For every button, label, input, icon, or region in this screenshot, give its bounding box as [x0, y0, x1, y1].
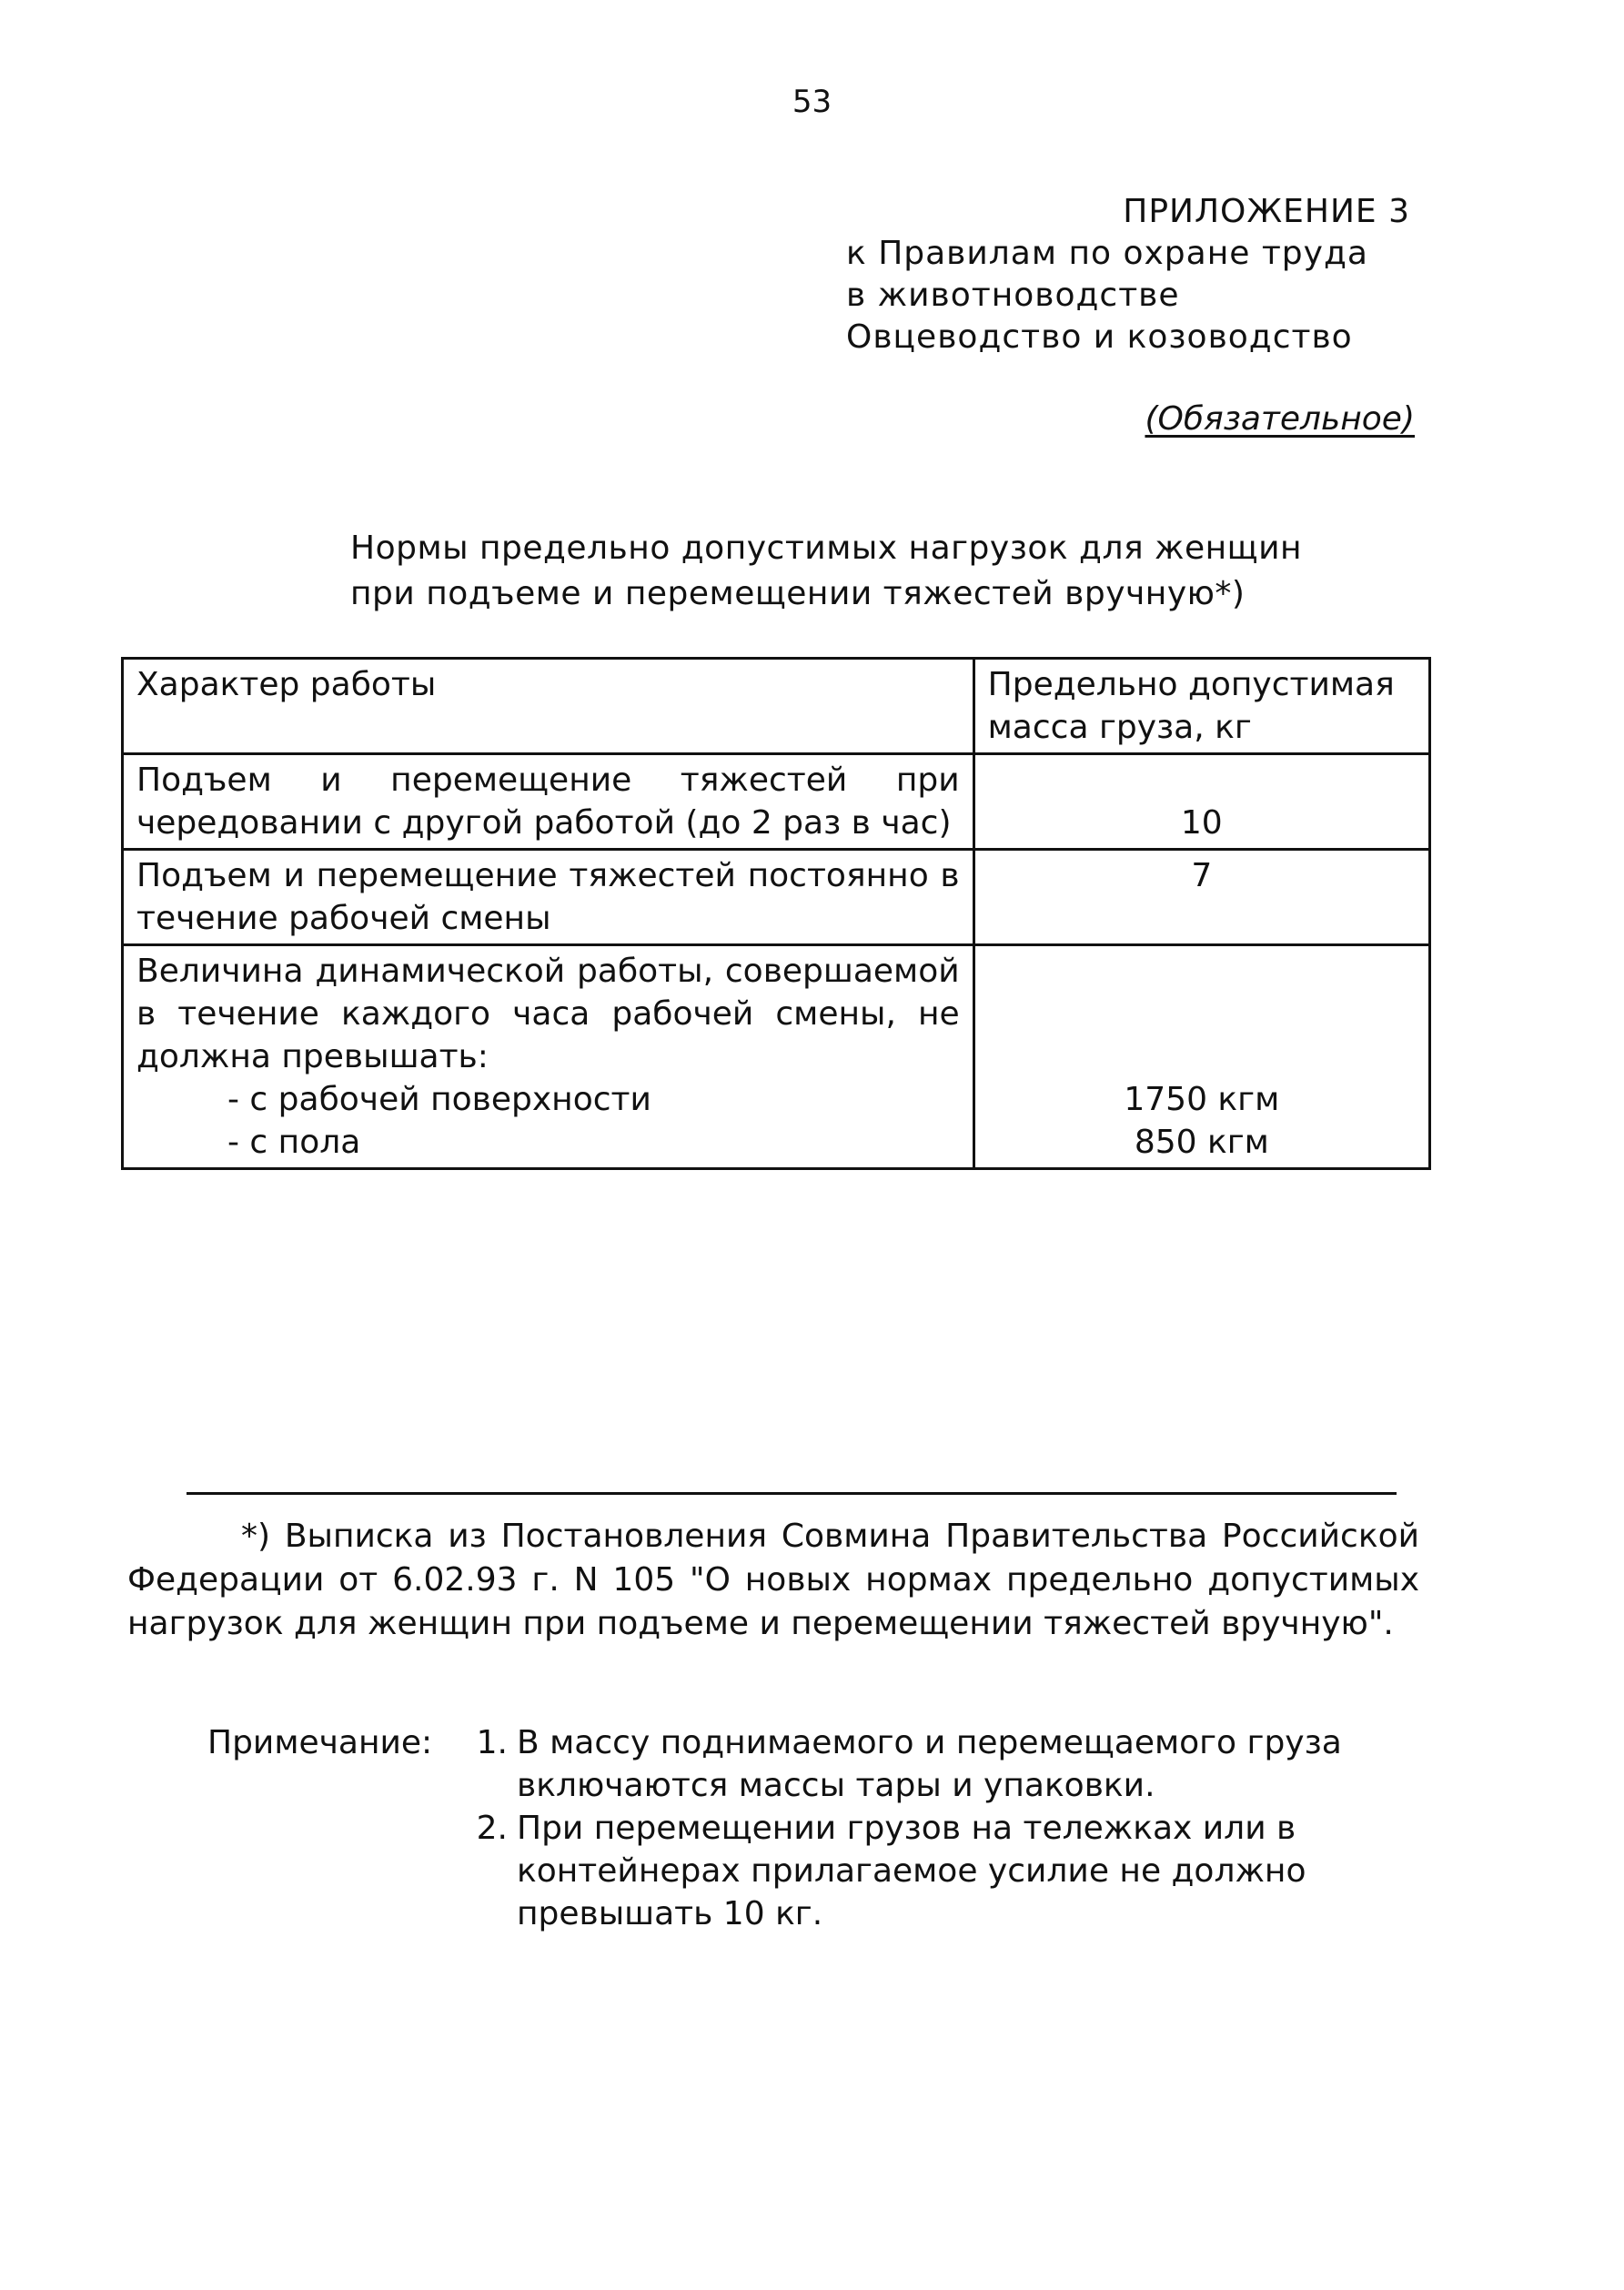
table-row-dynamic [123, 945, 1430, 1169]
dynamic-intro: Величина динамической работы, совершаемой в течение каждого часа рабочей смены, не должна превышать: [136, 953, 960, 1075]
table-title-line: при подъеме и перемещении тяжестей вручную*) [350, 575, 1246, 612]
row-work: Подъем и перемещение тяжестей при чередовании с другой работой (до 2 раз в час) [123, 754, 974, 850]
appendix-line: Овцеводство и козоводство [846, 318, 1353, 356]
dynamic-work-cell [123, 945, 974, 1169]
appendix-line: в животноводстве [846, 277, 1180, 314]
note-number: 2. [476, 1810, 508, 1847]
notes-label-spacer [207, 1807, 471, 1935]
appendix-line: к Правилам по охране труда [846, 235, 1368, 272]
footnote-divider [187, 1492, 1397, 1495]
table-title [350, 526, 1351, 617]
header-mass: Предельно допустимая масса груза, кг [973, 659, 1429, 754]
row-mass: 10 [973, 754, 1429, 850]
page-number: 53 [792, 84, 832, 120]
footnote: *) Выписка из Постановления Совмина Правительства Российской Федерации от 6.02.93 г. N 105 "О новых нормах предельно допустимых нагрузок для женщин при подъеме и перемещении тяжестей вручную". [127, 1518, 1419, 1642]
header-work: Характер работы [123, 659, 974, 754]
note-text: При перемещении грузов на тележках или в контейнерах прилагаемое усилие не должно превышать 10 кг. [517, 1810, 1306, 1932]
table-header-row [123, 659, 1430, 754]
table-row [123, 850, 1430, 945]
norms-table [121, 657, 1431, 1170]
dynamic-values-cell [973, 945, 1429, 1169]
table-title-line: Нормы предельно допустимых нагрузок для женщин [350, 530, 1303, 567]
note-number: 1. [476, 1724, 508, 1761]
appendix-header [846, 191, 1419, 358]
dynamic-item-label: - с пола [227, 1124, 361, 1161]
dynamic-item-label: - с рабочей поверхности [227, 1081, 651, 1118]
note-text: В массу поднимаемого и перемещаемого груза включаются массы тары и упаковки. [517, 1724, 1342, 1804]
notes-block [207, 1721, 1427, 1935]
row-mass: 7 [973, 850, 1429, 945]
notes-label: Примечание: [207, 1724, 433, 1761]
mandatory-label: (Обязательное) [1145, 400, 1415, 438]
table-row [123, 754, 1430, 850]
note-item [207, 1807, 1427, 1935]
mandatory-label-block [1001, 400, 1415, 438]
note-item [207, 1721, 1427, 1807]
dynamic-item-value: 1750 кгм [1124, 1081, 1280, 1118]
dynamic-item-value: 850 кгм [1134, 1124, 1269, 1161]
appendix-title: ПРИЛОЖЕНИЕ 3 [1123, 193, 1410, 230]
row-work: Подъем и перемещение тяжестей постоянно в течение рабочей смены [123, 850, 974, 945]
